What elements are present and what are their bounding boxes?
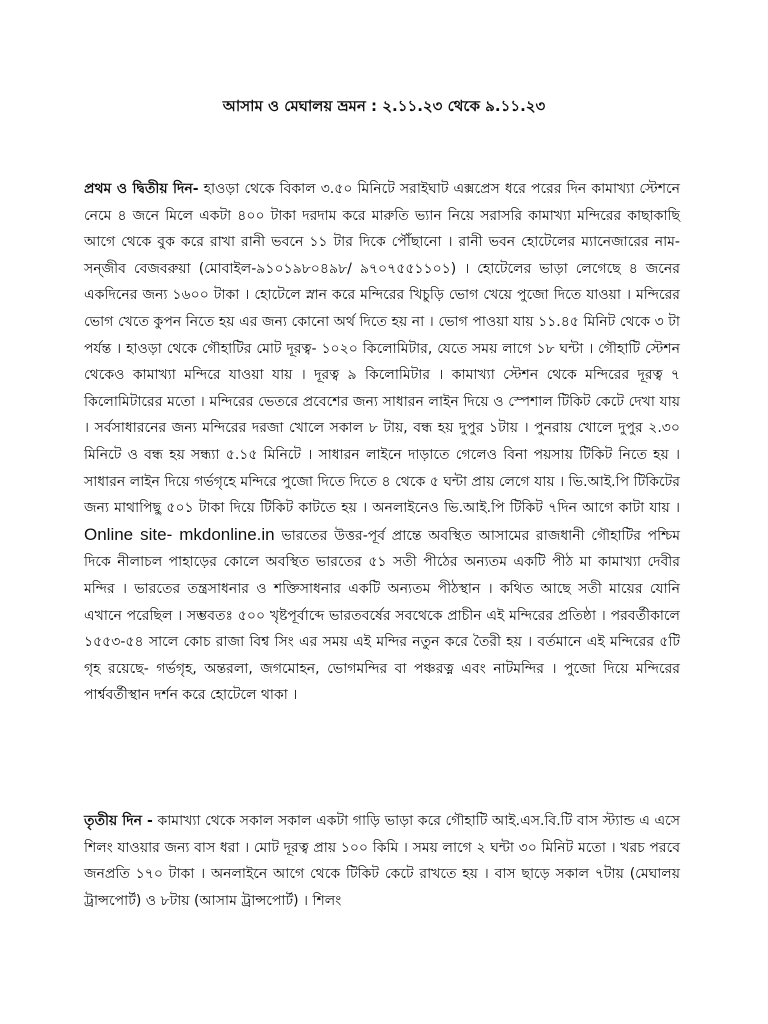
day3-heading: তৃতীয় দিন - bbox=[84, 813, 153, 829]
day1-text-a: হাওড়া থেকে বিকাল ৩.৫০ মিনিটে সরাইঘাট এক্সপ্রেস ধরে পরের দিন কামাখ্যা স্টেশনে নেমে ৪ জনে মিলে একটা ৪০০ টাকা দরদাম করে মারুতি ভ্যান নিয়ে সরাসরি কামাখ্যা মন্দিরের কাছাকাছি আগে থেকে বুক করে রাখা রানী ভবনে ১১ টার দিকে পৌঁছানো । রানী ভবন হোটেলের ম্যানেজারের নাম- সন্জীব বেজবরুয়া (মোবাইল-৯১০১৯৮০৪৯৮/ ৯৭০৭৫৫১১০১) । হোটেলের ভাড়া লেগেছে ৪ জনের একদিনের জন্য ১৬০০ টাকা । হোটেলে স্নান করে মন্দিরের খিচুড়ি ভোগ খেয়ে পুজো দিতে যাওয়া । মন্দিরের ভোগ খেতে কুপন নিতে হয় এর জন্য কোনো অর্থ দিতে হয় না । ভোগ পাওয়া যায় ১১.৪৫ মিনিট থেকে ৩ টা পর্যন্ত । হাওড়া থেকে গৌহাটির মোট দূরত্ব- ১০২০ কিলোমিটার, যেতে সময় লাগে ১৮ ঘন্টা । গৌহাটি স্টেশন থেকেও কামাখ্যা মন্দিরে যাওয়া যায় । দূরত্ব ৯ কিলোমিটার । কামাখ্যা স্টেশন থেকে মন্দিরের দূরত্ব ৭ কিলোমিটারের মতো । মন্দিরের ভেতরে প্রবেশের জন্য সাধারন লাইন দিয়ে ও স্পেশাল টিকিট কেটে দেখা যায় । সর্বসাধারনের জন্য মন্দিরের দরজা খোলে সকাল ৮ টায়, বন্ধ হয় দুপুর ১টায় । পুনরায় খোলে দুপুর ২.৩০ মিনিটে ও বন্ধ হয় সন্ধ্যা ৫.১৫ মিনিটে । সাধারন লাইনে দাড়াতে গেলেও বিনা পয়সায় টিকিট নিতে হয় । সাধারন লাইন দিয়ে গর্ভগৃহে মন্দিরে পুজো দিতে দিতে ৪ থেকে ৫ ঘন্টা প্রায় লেগে যায় । ভি.আই.পি টিকিটের জন্য মাথাপিছু ৫০১ টাকা দিয়ে টিকিট কাটতে হয় । অনলাইনেও ভি.আই.পি টিকিট ৭দিন আগে কাটা যায় । bbox=[84, 181, 680, 517]
online-site-text: Online site- mkdonline.in bbox=[84, 524, 275, 544]
page-title: আসাম ও মেঘালয় ভ্রমন : ২.১১.২৩ থেকে ৯.১১.২৩ bbox=[222, 97, 546, 115]
day1-text-b: ভারতের উত্তর-পূর্ব প্রান্তে অবস্থিত আসামের রাজধানী গৌহাটির পশ্চিম দিকে নীলাচল পাহাড়ের কোলে অবস্থিত ভারতের ৫১ সতী পীঠের অন্যতম একটি পীঠ মা কামাখ্যা দেবীর মন্দির । ভারতের তন্ত্রসাধনার ও শক্তিসাধনার একটি অন্যতম পীঠস্থান । কথিত আছে সতী মায়ের যোনি এখানে পরেছিল । সম্ভবতঃ ৫০০ খৃষ্টপূর্বাব্দে ভারতবর্ষের সবথেকে প্রাচীন এই মন্দিরের প্রতিষ্ঠা । পরবর্তীকালে ১৫৫৩-৫৪ সালে কোচ রাজা বিশ্ব সিং এর সময় এই মন্দির নতুন করে তৈরী হয় । বর্তমানে এই মন্দিরের ৫টি গৃহ রয়েছে- গর্ভগৃহ, অন্তরলা, জগমোহন, ভোগমন্দির বা পঞ্চরত্ন এবং নাটমন্দির । পুজো দিয়ে মন্দিরের পার্শ্ববর্তীস্থান দর্শন করে হোটেলে থাকা । bbox=[84, 527, 681, 704]
day1-paragraph bbox=[84, 176, 680, 709]
day3-text: কামাখ্যা থেকে সকাল সকাল একটা গাড়ি ভাড়া করে গৌহাটি আই.এস.বি.টি বাস স্ট্যান্ড এ এসে শিলং যাওয়ার জন্য বাস ধরা । মোট দূরত্ব প্রায় ১০০ কিমি । সময় লাগে ২ ঘন্টা ৩০ মিনিট মতো । খরচ পরবে জনপ্রতি ১৭০ টাকা । অনলাইনে আগে থেকে টিকিট কেটে রাখতে হয় । বাস ছাড়ে সকাল ৭টায় (মেঘালয় ট্রান্সপোর্ট) ও ৮টায় (আসাম ট্রান্সপোর্ট) । শিলং bbox=[84, 813, 680, 909]
day1-heading: প্রথম ও দ্বিতীয় দিন- bbox=[84, 181, 199, 197]
day3-paragraph bbox=[84, 808, 680, 914]
